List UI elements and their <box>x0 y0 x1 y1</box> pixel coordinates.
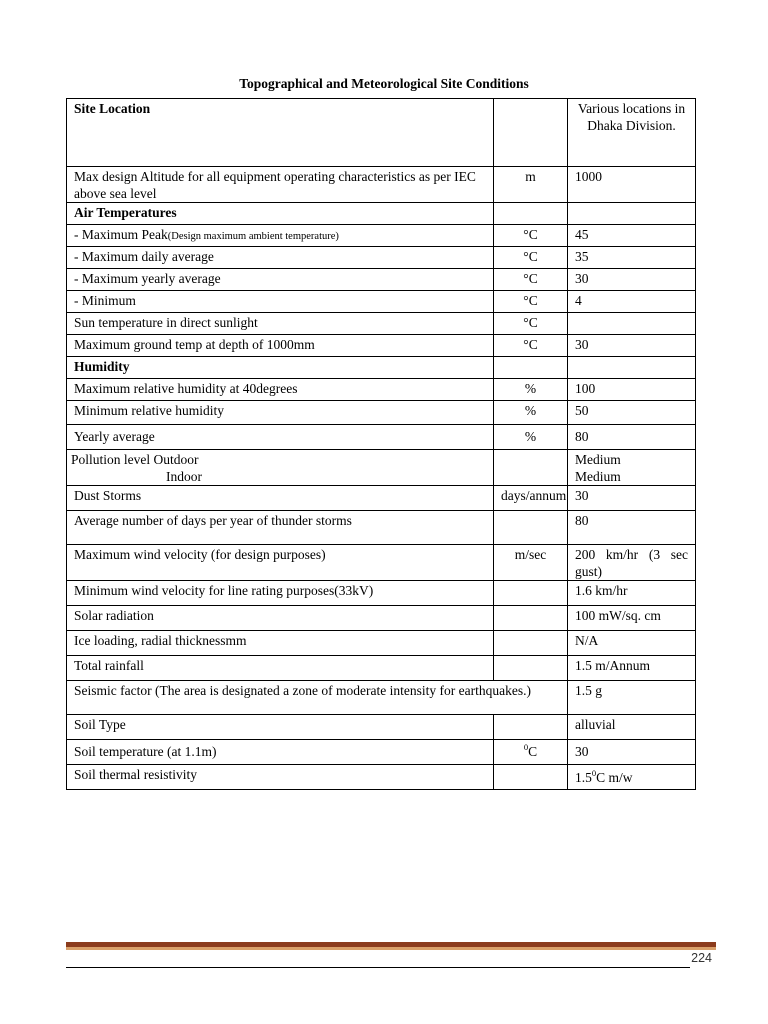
page-title: Topographical and Meteorological Site Conditions <box>239 76 529 91</box>
degree-superscript: 0 <box>523 742 529 752</box>
table-row <box>67 247 696 269</box>
table-row <box>67 401 696 425</box>
row-unit <box>494 450 568 486</box>
row-unit: °C <box>494 335 568 357</box>
row-value: 30 <box>568 335 696 357</box>
table-row <box>67 765 696 790</box>
row-unit: °C <box>494 225 568 247</box>
row-value: 1000 <box>568 167 696 203</box>
table-row <box>67 357 696 379</box>
row-label: - Minimum <box>67 291 494 313</box>
row-value: 200 km/hr (3 sec gust) <box>568 545 696 581</box>
row-unit: °C <box>494 291 568 313</box>
table-row <box>67 450 696 486</box>
table-row <box>67 99 696 167</box>
row-value: 30 <box>568 486 696 511</box>
row-unit <box>494 606 568 631</box>
row-unit: °C <box>494 247 568 269</box>
row-value: Various locations in Dhaka Division. <box>568 99 696 167</box>
table-row <box>67 425 696 450</box>
row-label: Soil Type <box>67 715 494 740</box>
row-value: 50 <box>568 401 696 425</box>
row-unit <box>494 203 568 225</box>
row-value: N/A <box>568 631 696 656</box>
row-value: 1.6 km/hr <box>568 581 696 606</box>
row-value <box>568 357 696 379</box>
row-label: - Maximum yearly average <box>67 269 494 291</box>
row-unit: % <box>494 401 568 425</box>
row-value: 45 <box>568 225 696 247</box>
pollution-indoor-label: Indoor <box>166 469 202 484</box>
row-unit <box>494 740 568 765</box>
table-row <box>67 656 696 681</box>
table-row <box>67 581 696 606</box>
row-label: Seismic factor (The area is designated a zone of moderate intensity for earthquakes.) <box>67 681 568 715</box>
table-row <box>67 291 696 313</box>
row-value: alluvial <box>568 715 696 740</box>
table-row <box>67 740 696 765</box>
row-label: - Maximum daily average <box>67 247 494 269</box>
row-unit <box>494 357 568 379</box>
row-unit: % <box>494 425 568 450</box>
row-label: Site Location <box>67 99 494 167</box>
table-row <box>67 203 696 225</box>
row-label: Maximum ground temp at depth of 1000mm <box>67 335 494 357</box>
row-label-text: - Maximum Peak <box>74 227 168 242</box>
table-row <box>67 715 696 740</box>
table-row <box>67 631 696 656</box>
footer-bar-light <box>66 947 716 950</box>
row-unit <box>494 765 568 790</box>
row-value: 4 <box>568 291 696 313</box>
table-row <box>67 167 696 203</box>
table-row <box>67 606 696 631</box>
row-label: Minimum wind velocity for line rating purposes(33kV) <box>67 581 494 606</box>
row-unit <box>494 656 568 681</box>
row-unit <box>494 99 568 167</box>
pollution-outdoor-label: Pollution level Outdoor <box>71 452 199 467</box>
row-value: 30 <box>568 740 696 765</box>
row-label-note: (Design maximum ambient temperature) <box>167 231 339 242</box>
row-unit: m/sec <box>494 545 568 581</box>
row-label: Dust Storms <box>67 486 494 511</box>
row-value: 1.5 m/Annum <box>568 656 696 681</box>
row-unit <box>494 581 568 606</box>
pollution-outdoor-value: Medium <box>575 452 621 467</box>
degree-superscript: 0 <box>591 768 597 778</box>
row-label: Maximum relative humidity at 40degrees <box>67 379 494 401</box>
table-row <box>67 379 696 401</box>
row-value: 30 <box>568 269 696 291</box>
value-unit: C m/w <box>596 770 633 785</box>
value-number: 1.5 <box>575 770 592 785</box>
row-label: Average number of days per year of thunder storms <box>67 511 494 545</box>
row-label: Sun temperature in direct sunlight <box>67 313 494 335</box>
footer-rule <box>66 967 690 968</box>
row-unit: m <box>494 167 568 203</box>
row-value: 1.5 g <box>568 681 696 715</box>
table-row <box>67 335 696 357</box>
row-value: 80 <box>568 511 696 545</box>
unit-text: C <box>528 744 538 759</box>
row-unit: °C <box>494 313 568 335</box>
row-unit: % <box>494 379 568 401</box>
row-value: 35 <box>568 247 696 269</box>
row-unit: °C <box>494 269 568 291</box>
row-label: Solar radiation <box>67 606 494 631</box>
row-label: Ice loading, radial thicknessmm <box>67 631 494 656</box>
row-label: Soil temperature (at 1.1m) <box>67 740 494 765</box>
site-conditions-table <box>66 98 696 790</box>
row-value <box>568 203 696 225</box>
row-unit <box>494 631 568 656</box>
row-label <box>67 450 494 486</box>
row-label <box>67 225 494 247</box>
table-row <box>67 545 696 581</box>
row-label: Yearly average <box>67 425 494 450</box>
row-value <box>568 765 696 790</box>
section-heading: Humidity <box>67 357 494 379</box>
table-row <box>67 681 696 715</box>
page-number: 224 <box>691 951 712 965</box>
table-row <box>67 313 696 335</box>
table-row <box>67 269 696 291</box>
table-row <box>67 486 696 511</box>
row-value: 80 <box>568 425 696 450</box>
table-row <box>67 225 696 247</box>
section-heading: Air Temperatures <box>67 203 494 225</box>
row-label: Total rainfall <box>67 656 494 681</box>
row-label: Max design Altitude for all equipment operating characteristics as per IEC above sea level <box>67 167 494 203</box>
row-unit <box>494 715 568 740</box>
row-unit: days/annum <box>494 486 568 511</box>
row-label: Soil thermal resistivity <box>67 765 494 790</box>
row-value <box>568 450 696 486</box>
row-value <box>568 313 696 335</box>
table-row <box>67 511 696 545</box>
row-label: Minimum relative humidity <box>67 401 494 425</box>
row-unit <box>494 511 568 545</box>
pollution-indoor-value: Medium <box>575 469 621 484</box>
row-label: Maximum wind velocity (for design purposes) <box>67 545 494 581</box>
row-value: 100 <box>568 379 696 401</box>
row-value: 100 mW/sq. cm <box>568 606 696 631</box>
